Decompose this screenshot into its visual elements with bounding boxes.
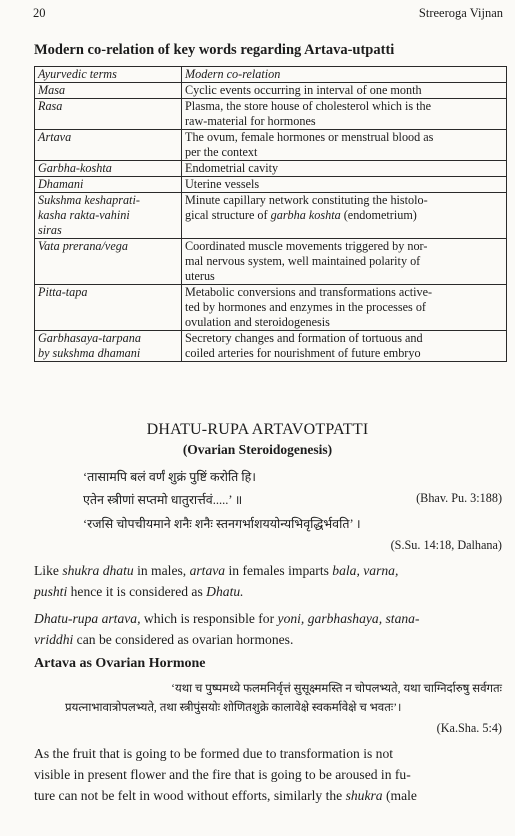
running-title: Streeroga Vijnan	[418, 6, 503, 20]
modern-correlation-line: gical structure of garbha koshta (endometrium)	[185, 208, 417, 222]
table-row	[35, 193, 507, 239]
ayurvedic-term-cell	[35, 161, 182, 177]
ayurvedic-term-cell	[35, 177, 182, 193]
verse3-line1: ‘यथा च पुष्पमध्ये फलमनिर्वृत्तं सुसूक्ष्ममस्ति न चोपलभ्यते, यथा चाग्निर्दारुषु सर्वगतः	[171, 682, 502, 695]
verse2-line1: ‘रजसि चोपचीयमाने शनैः शनैः स्तनगर्भाशययोन्यभिवृद्धिर्भवति’ ।	[83, 517, 361, 531]
ayurvedic-term-line: siras	[38, 223, 62, 237]
table-row	[35, 239, 507, 285]
modern-correlation-cell	[182, 285, 507, 331]
ayurvedic-term-cell	[35, 331, 182, 362]
para2-line2: vriddhi can be considered as ovarian hormones.	[34, 632, 294, 647]
term-dhatu-rupa-artava: Dhatu-rupa artava,	[34, 611, 141, 626]
para3-line1: As the fruit that is going to be formed due to transformation is not	[34, 746, 394, 761]
ayurvedic-term-line: by sukshma dhamani	[38, 346, 141, 360]
verse1-line1: ‘तासामपि बलं वर्णं शुक्रं पुष्टिं करोति हि।	[83, 470, 257, 484]
modern-correlation-line: Endometrial cavity	[185, 161, 279, 175]
column-header-ayurvedic-terms: Ayurvedic terms	[35, 67, 182, 83]
modern-correlation-cell	[182, 83, 507, 99]
modern-correlation-line: Cyclic events occurring in interval of one month	[185, 83, 422, 97]
table-row	[35, 99, 507, 130]
table-row	[35, 161, 507, 177]
section-subheading: (Ovarian Steroidogenesis)	[182, 442, 333, 457]
modern-correlation-line: raw-material for hormones	[185, 114, 316, 128]
ayurvedic-term-cell	[35, 193, 182, 239]
ayurvedic-term-line: Rasa	[38, 99, 63, 113]
modern-correlation-line: uterus	[185, 269, 215, 283]
modern-correlation-cell	[182, 99, 507, 130]
table-row	[35, 83, 507, 99]
modern-correlation-cell	[182, 331, 507, 362]
ayurvedic-term-line: Artava	[38, 130, 72, 144]
page-header	[0, 6, 515, 24]
para1-line1: Like shukra dhatu in males, artava in females imparts bala, varna,	[34, 563, 399, 578]
ayurvedic-term-line: Dhamani	[38, 177, 84, 191]
modern-correlation-cell	[182, 130, 507, 161]
ayurvedic-term-cell	[35, 239, 182, 285]
verse1-line2: एतेन स्त्रीणां सप्तमो धातुरार्त्तवं.....’ ॥	[83, 493, 243, 507]
modern-correlation-line: Coordinated muscle movements triggered by nor-	[185, 239, 428, 253]
ayurvedic-term-line: Masa	[38, 83, 66, 97]
subsection-heading: Artava as Ovarian Hormone	[34, 656, 206, 671]
modern-correlation-line: Secretory changes and formation of tortuous and	[185, 331, 423, 345]
term-pushti: pushti	[34, 584, 68, 599]
term-artava: artava	[189, 563, 226, 578]
table-row	[35, 130, 507, 161]
table-body	[35, 83, 507, 362]
ayurvedic-term-line: Sukshma keshaprati-	[38, 193, 140, 207]
modern-correlation-line: ted by hormones and enzymes in the processes of	[185, 300, 426, 314]
table-row	[35, 331, 507, 362]
table-row	[35, 177, 507, 193]
ayurvedic-term-cell	[35, 130, 182, 161]
modern-correlation-cell	[182, 239, 507, 285]
section-heading: DHATU-RUPA ARTAVOTPATTI	[146, 421, 369, 438]
term-yoni-garbhashaya-stana: yoni, garbhashaya, stana-	[277, 611, 420, 626]
modern-correlation-line: mal nervous system, well maintained polarity of	[185, 254, 421, 268]
correlation-table	[34, 66, 507, 362]
para3-line3: ture can not be felt in wood without efforts, similarly the shukra (male	[34, 788, 417, 803]
verse3-citation: (Ka.Sha. 5:4)	[436, 721, 502, 735]
verse3-line2: प्रयत्नाभावात्रोपलभ्यते, तथा स्त्रीपुंसयोः शोणितशुक्रे कालावेक्षे स्वकर्मावेक्षे च भवतः’।	[65, 701, 402, 714]
ayurvedic-term-cell	[35, 99, 182, 130]
modern-correlation-line: Metabolic conversions and transformations active-	[185, 285, 433, 299]
para1-line2: pushti hence it is considered as Dhatu.	[34, 584, 244, 599]
para3-line2: visible in present flower and the fire that is going to be aroused in fu-	[34, 767, 411, 782]
modern-correlation-cell	[182, 177, 507, 193]
term-vriddhi: vriddhi	[34, 632, 74, 647]
modern-correlation-line: per the context	[185, 145, 258, 159]
term-bala-varna: bala, varna,	[332, 563, 399, 578]
verse1-citation: (Bhav. Pu. 3:188)	[416, 491, 502, 505]
verse2-citation: (S.Su. 14:18, Dalhana)	[390, 538, 502, 552]
ayurvedic-term-line: Pitta-tapa	[38, 285, 88, 299]
modern-correlation-line: Minute capillary network constituting the histolo-	[185, 193, 428, 207]
modern-correlation-line: Plasma, the store house of cholesterol which is the	[185, 99, 432, 113]
ayurvedic-term-line: Garbha-koshta	[38, 161, 112, 175]
table-row	[35, 285, 507, 331]
modern-correlation-line: ovulation and steroidogenesis	[185, 315, 330, 329]
modern-correlation-line: coiled arteries for nourishment of future embryo	[185, 346, 421, 360]
ayurvedic-term-line: kasha rakta-vahini	[38, 208, 130, 222]
term-shukra-dhatu: shukra dhatu	[62, 563, 134, 578]
ayurvedic-term-cell	[35, 83, 182, 99]
ayurvedic-term-line: Garbhasaya-tarpana	[38, 331, 141, 345]
page-number: 20	[33, 6, 46, 20]
modern-correlation-line: The ovum, female hormones or menstrual blood as	[185, 130, 434, 144]
para2-line1: Dhatu-rupa artava, which is responsible for yoni, garbhashaya, stana-	[34, 611, 420, 626]
table-title: Modern co-relation of key words regarding Artava-utpatti	[34, 42, 395, 58]
column-header-modern-correlation: Modern co-relation	[182, 67, 507, 83]
modern-correlation-line: Uterine vessels	[185, 177, 260, 191]
modern-correlation-cell	[182, 193, 507, 239]
term-dhatu: Dhatu.	[206, 584, 244, 599]
term-shukra: shukra	[345, 788, 383, 803]
modern-correlation-cell	[182, 161, 507, 177]
ayurvedic-term-line: Vata prerana/vega	[38, 239, 128, 253]
table-header-row	[35, 67, 507, 83]
ayurvedic-term-cell	[35, 285, 182, 331]
